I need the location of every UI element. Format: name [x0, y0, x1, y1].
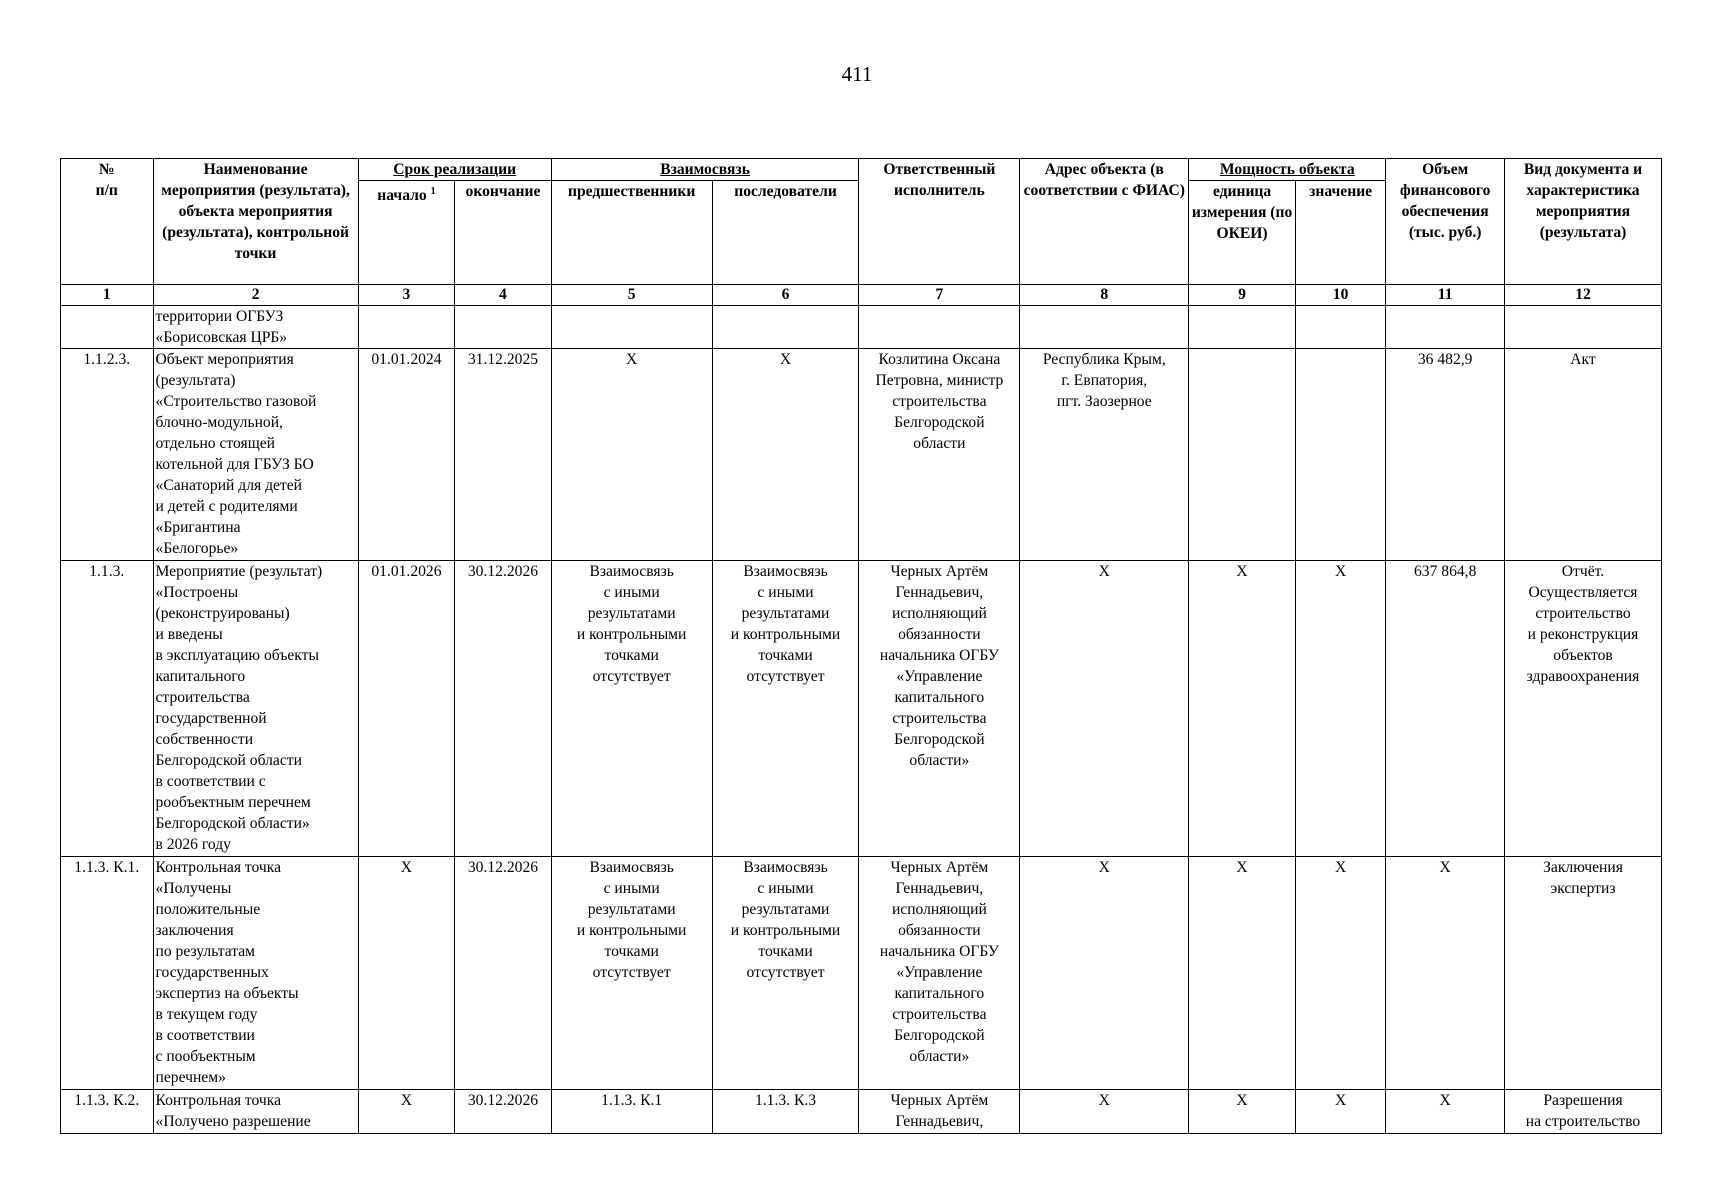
- cell-unit: Х: [1189, 857, 1296, 1090]
- cell-number: [61, 306, 154, 349]
- cell-number: 1.1.3. К.1.: [61, 857, 154, 1090]
- cell-number: 1.1.3.: [61, 561, 154, 857]
- cell-document: Заключения экспертиз: [1505, 857, 1662, 1090]
- cell-responsible: Черных Артём Геннадьевич, исполняющий обязанности начальника ОГБУ «Управление капитального строительства Белгородской области»: [859, 857, 1020, 1090]
- col-number: 2: [153, 285, 358, 306]
- cell-address: Республика Крым, г. Евпатория, пгт. Заозерное: [1020, 349, 1189, 561]
- cell-responsible: Черных Артём Геннадьевич, исполняющий обязанности начальника ОГБУ «Управление капитального строительства Белгородской области»: [859, 561, 1020, 857]
- cell-number: 1.1.3. К.2.: [61, 1090, 154, 1134]
- col-number: 3: [358, 285, 455, 306]
- cell-successors: Х: [712, 349, 859, 561]
- cell-funding: [1386, 306, 1505, 349]
- col-number: 6: [712, 285, 859, 306]
- header-posled: последователи: [712, 181, 859, 285]
- cell-value: [1295, 349, 1386, 561]
- cell-start: 01.01.2024: [358, 349, 455, 561]
- header-adres: Адрес объекта (в соответствии с ФИАС): [1020, 159, 1189, 285]
- activities-table: [60, 158, 1662, 1134]
- cell-document: Отчёт. Осуществляется строительство и реконструкция объектов здравоохранения: [1505, 561, 1662, 857]
- col-number: 10: [1295, 285, 1386, 306]
- cell-predecessors: Взаимосвязь с иными результатами и контрольными точками отсутствует: [551, 561, 712, 857]
- header-znachenie: значение: [1295, 181, 1386, 285]
- cell-funding: Х: [1386, 1090, 1505, 1134]
- cell-end: 30.12.2026: [455, 857, 552, 1090]
- header-vzaimosvyaz: Взаимосвязь: [551, 159, 859, 181]
- cell-successors: 1.1.3. К.3: [712, 1090, 859, 1134]
- header-predsh: предшественники: [551, 181, 712, 285]
- cell-document: [1505, 306, 1662, 349]
- cell-unit: Х: [1189, 561, 1296, 857]
- cell-value: Х: [1295, 561, 1386, 857]
- table-row: [61, 1090, 1662, 1134]
- cell-responsible: Козлитина Оксана Петровна, министр строительства Белгородской области: [859, 349, 1020, 561]
- cell-document: Разрешения на строительство: [1505, 1090, 1662, 1134]
- header-otvetstv: Ответственный исполнитель: [859, 159, 1020, 285]
- cell-unit: [1189, 349, 1296, 561]
- cell-unit: [1189, 306, 1296, 349]
- col-number: 8: [1020, 285, 1189, 306]
- header-nachalo: начало $^1$: [358, 181, 455, 285]
- table-row: [61, 561, 1662, 857]
- cell-value: Х: [1295, 857, 1386, 1090]
- cell-predecessors: [551, 306, 712, 349]
- cell-start: 01.01.2026: [358, 561, 455, 857]
- col-number: 11: [1386, 285, 1505, 306]
- cell-funding: Х: [1386, 857, 1505, 1090]
- cell-value: [1295, 306, 1386, 349]
- cell-predecessors: Х: [551, 349, 712, 561]
- header-name: Наименование мероприятия (результата), объекта мероприятия (результата), контрольной точки: [153, 159, 358, 285]
- col-number: 9: [1189, 285, 1296, 306]
- col-number: 5: [551, 285, 712, 306]
- cell-funding: 36 482,9: [1386, 349, 1505, 561]
- cell-address: Х: [1020, 561, 1189, 857]
- header-vid: Вид документа и характеристика мероприятия (результата): [1505, 159, 1662, 285]
- header-number: № п/п: [61, 159, 154, 285]
- cell-successors: [712, 306, 859, 349]
- cell-name: Объект мероприятия (результата) «Строительство газовой блочно-модульной, отдельно стоящей котельной для ГБУЗ БО «Санаторий для детей и детей с родителями «Бригантина «Белогорье»: [153, 349, 358, 561]
- cell-end: 30.12.2026: [455, 1090, 552, 1134]
- cell-successors: Взаимосвязь с иными результатами и контрольными точками отсутствует: [712, 857, 859, 1090]
- cell-predecessors: 1.1.3. К.1: [551, 1090, 712, 1134]
- header-okonchanie: окончание: [455, 181, 552, 285]
- cell-end: 30.12.2026: [455, 561, 552, 857]
- header-obem: Объем финансового обеспечения (тыс. руб.): [1386, 159, 1505, 285]
- cell-name: Мероприятие (результат) «Построены (реконструированы) и введены в эксплуатацию объекты капитального строительства государственной собственности Белгородской области в соответствии с pообъектным перечнем Белгородской области» в 2026 году: [153, 561, 358, 857]
- cell-start: [358, 306, 455, 349]
- cell-responsible: Черных Артём Геннадьевич,: [859, 1090, 1020, 1134]
- col-number: 4: [455, 285, 552, 306]
- cell-funding: 637 864,8: [1386, 561, 1505, 857]
- cell-predecessors: Взаимосвязь с иными результатами и контрольными точками отсутствует: [551, 857, 712, 1090]
- cell-address: Х: [1020, 857, 1189, 1090]
- cell-number: 1.1.2.3.: [61, 349, 154, 561]
- header-moshch: Мощность объекта: [1189, 159, 1386, 181]
- cell-document: Акт: [1505, 349, 1662, 561]
- header-srok: Срок реализации: [358, 159, 551, 181]
- cell-responsible: [859, 306, 1020, 349]
- col-number: 1: [61, 285, 154, 306]
- column-number-row: [61, 285, 1662, 306]
- cell-start: Х: [358, 1090, 455, 1134]
- col-number: 7: [859, 285, 1020, 306]
- cell-successors: Взаимосвязь с иными результатами и контрольными точками отсутствует: [712, 561, 859, 857]
- col-number: 12: [1505, 285, 1662, 306]
- cell-name: территории ОГБУЗ «Борисовская ЦРБ»: [153, 306, 358, 349]
- table-row: [61, 306, 1662, 349]
- page-number: 411: [841, 62, 873, 86]
- cell-end: 31.12.2025: [455, 349, 552, 561]
- table-row: [61, 349, 1662, 561]
- cell-name: Контрольная точка «Получено разрешение: [153, 1090, 358, 1134]
- cell-address: [1020, 306, 1189, 349]
- cell-address: Х: [1020, 1090, 1189, 1134]
- cell-end: [455, 306, 552, 349]
- cell-name: Контрольная точка «Получены положительные заключения по результатам государственных экспертиз на объекты в текущем году в соответствии с пообъектным перечнем»: [153, 857, 358, 1090]
- cell-start: Х: [358, 857, 455, 1090]
- table-row: [61, 857, 1662, 1090]
- header-edinica: единица измерения (по ОКЕИ): [1189, 181, 1296, 285]
- cell-unit: Х: [1189, 1090, 1296, 1134]
- cell-value: Х: [1295, 1090, 1386, 1134]
